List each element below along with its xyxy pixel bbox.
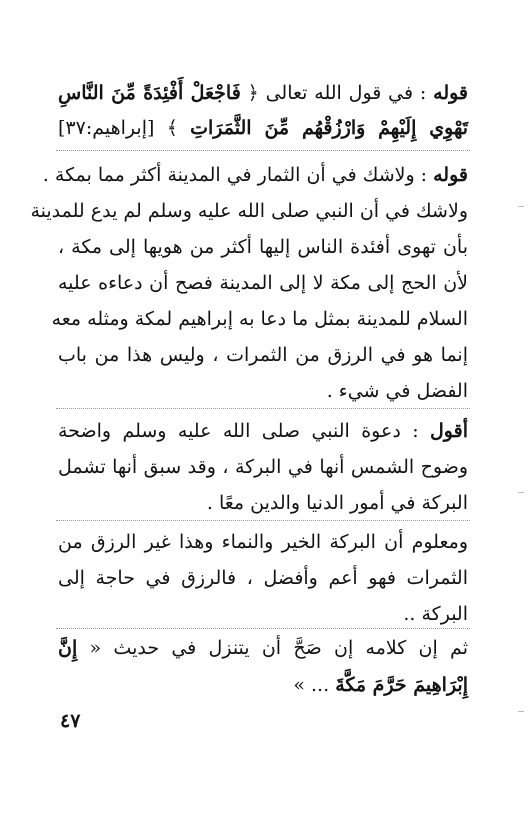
paragraph-2-line-4: لأن الحج إلى مكة لا إلى المدينة فصح أن دعاءه عليه — [58, 272, 468, 294]
paragraph-4-line-3: البركة .. — [403, 603, 468, 625]
margin-mark — [518, 492, 524, 493]
paragraph-3-line-2: وضوح الشمس أنها في البركة ، وقد سبق أنها تشمل — [58, 456, 468, 478]
verse-reference: ﴾ [إبراهيم:٣٧] — [58, 117, 178, 139]
paragraph-2-line-2: ولاشك في أن النبي صلى الله عليه وسلم لم يدع للمدينة — [30, 200, 468, 222]
qawluhu-label: قوله — [433, 82, 469, 104]
page-number: ٤٧ — [60, 710, 81, 732]
quran-verse-part-2: تَهْوِي إِلَيْهِمْ وَارْزُقْهُم مِّنَ الثَّمَرَاتِ — [190, 117, 468, 139]
aqulu-label: أقول — [430, 420, 468, 442]
intro-text: : في قول الله تعالى ﴿ — [247, 82, 427, 104]
paragraph-3-line-1 — [58, 416, 468, 446]
qawluhu-label-2: قوله — [433, 164, 468, 186]
paragraph-2-line-7: الفضل في شيء . — [326, 380, 468, 402]
paragraph-4-line-2: الثمرات فهو أعم وأفضل ، فالرزق في حاجة إلى — [58, 567, 468, 589]
paragraph-1-line-2 — [58, 113, 468, 143]
hadith-quote-part-2: إِبْرَاهِيمَ حَرَّمَ مَكَّةَ — [335, 674, 468, 696]
paragraph-2-line-1 — [42, 160, 468, 190]
paragraph-5-line-1 — [58, 633, 468, 663]
paragraph-4-line-1: ومعلوم أن البركة الخير والنماء وهذا غير الرزق من — [58, 531, 468, 553]
hadith-quote-end: ... » — [293, 674, 330, 696]
response-text: : دعوة النبي صلى الله عليه وسلم واضحة — [58, 420, 419, 442]
margin-mark — [518, 711, 524, 712]
separator-line — [56, 628, 470, 629]
quoted-claim: : ولاشك في أن الثمار في المدينة أكثر مما بمكة . — [42, 164, 428, 186]
paragraph-2-line-3: بأن تهوى أفئدة الناس إليها أكثر من هويها إلى مكة ، — [58, 236, 468, 258]
hadith-intro: ثم إن كلامه إن صَحَّ أن يتنزل في حديث « — [89, 637, 468, 659]
margin-mark — [518, 206, 524, 207]
paragraph-2-line-5: السلام للمدينة بمثل ما دعا به إبراهيم لمكة ومثله معه — [51, 308, 468, 330]
separator-line — [56, 150, 470, 151]
paragraph-3-line-3: البركة في أمور الدنيا والدين معًا . — [206, 492, 468, 514]
paragraph-5-line-2 — [58, 670, 468, 700]
hadith-quote-part-1: إِنَّ — [58, 637, 78, 659]
paragraph-2-line-6: إنما هو في الرزق من الثمرات ، وليس هذا من باب — [58, 344, 468, 366]
paragraph-1-line-1 — [58, 78, 468, 108]
separator-line — [56, 408, 470, 409]
separator-line — [56, 520, 470, 521]
quran-verse-part-1: فَاجْعَلْ أَفْئِدَةً مِّنَ النَّاسِ — [58, 82, 241, 104]
